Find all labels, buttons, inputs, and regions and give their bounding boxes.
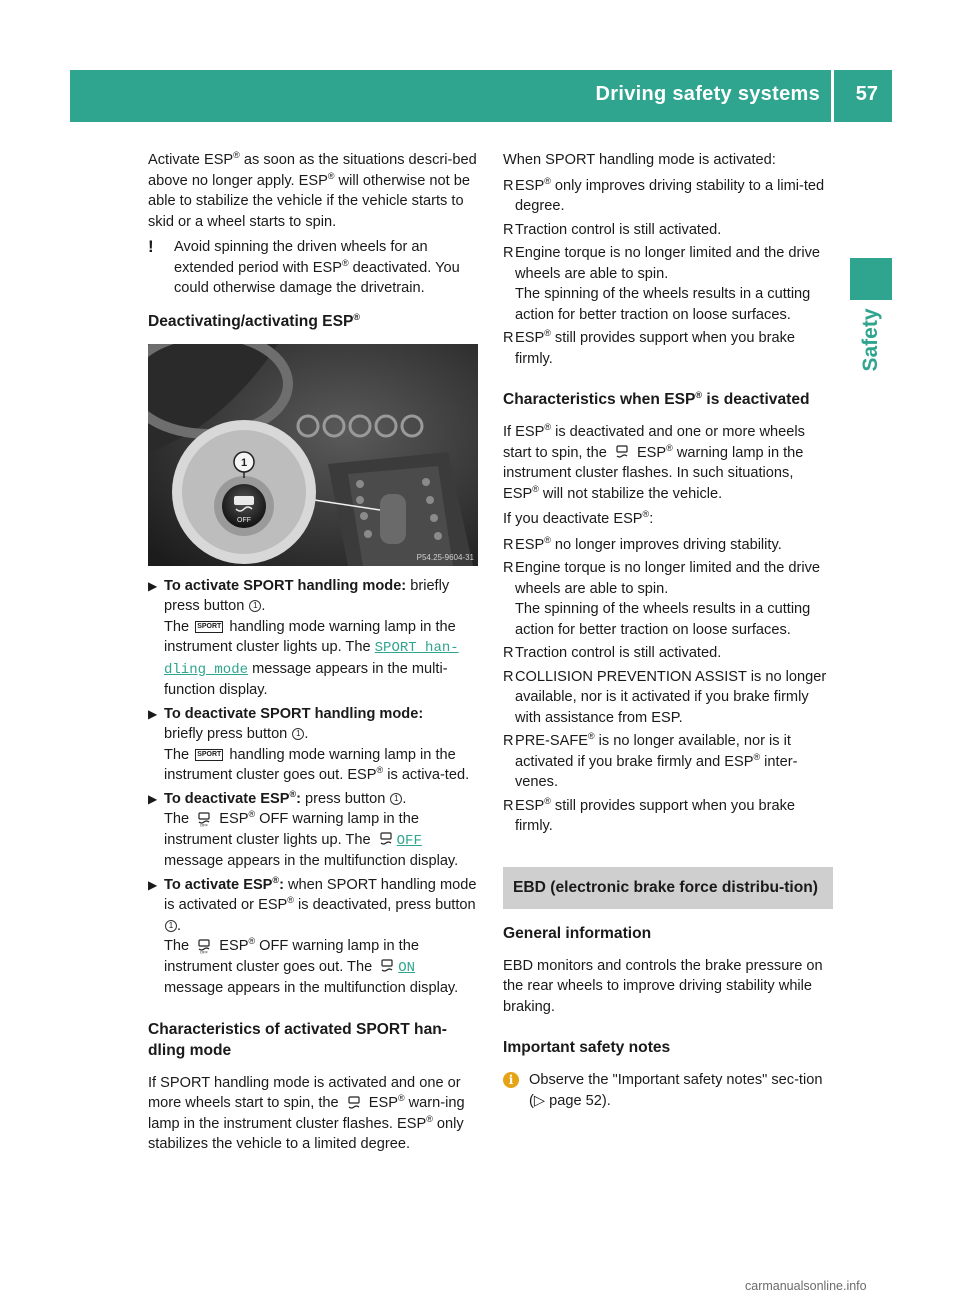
- esp-icon: [378, 832, 394, 847]
- page-number: 57: [855, 83, 878, 105]
- heading-important-safety-notes: Important safety notes: [503, 1039, 671, 1056]
- header-bar: [70, 70, 892, 122]
- heading-characteristics-deactivated: Characteristics when ESP® is deactivated: [503, 389, 810, 408]
- bullet-item: R Engine torque is no longer limited and the drive wheels are able to spin. The spinning of the wheels results in a cutting action for better traction on loose surfaces.: [503, 560, 821, 638]
- side-tab-marker: [850, 258, 892, 300]
- button-1-icon: 1: [390, 793, 402, 805]
- watermark: carmanualsonline.info: [745, 1279, 867, 1293]
- button-1-icon: 1: [292, 728, 304, 740]
- info-text[interactable]: Observe the "Important safety notes" sec-tion (▷ page 52).: [529, 1072, 823, 1109]
- bullet-item: R PRE-SAFE® is no longer available, nor is it activated if you brake firmly and ESP® inter-venes.: [503, 731, 798, 790]
- button-1-icon: 1: [165, 920, 177, 932]
- heading-characteristics-sport: Characteristics of activated SPORT han-dling mode: [148, 1020, 447, 1059]
- esp-off-icon: [196, 812, 212, 827]
- bullet-item: R ESP® still provides support when you brake firmly.: [503, 328, 796, 367]
- step-deactivate-sport: ▶ To deactivate SPORT handling mode: briefly press button 1 . The SPORT handling mode warning lamp in the instrument cluster goes out. ESP® is activa-ted.: [148, 705, 470, 783]
- when-sport-text: When SPORT handling mode is activated:: [503, 152, 776, 168]
- bullet-item: R ESP® no longer improves driving stability.: [503, 534, 782, 553]
- step-activate-esp: ▶ To activate ESP®: when SPORT handling mode is activated or ESP® is deactivated, press button 1 . The OFF ESP® OFF warning lamp in the instrument cluster goes out. The ON message appears in the multifunction display.: [148, 874, 477, 996]
- bullet-item: R Traction control is still activated.: [503, 645, 722, 661]
- header-title: Driving safety systems: [595, 83, 820, 105]
- esp-off-icon: [196, 939, 212, 954]
- sport-lamp-icon: SPORT: [195, 749, 223, 761]
- heading-deactivating-esp: Deactivating/activating ESP®: [148, 311, 361, 330]
- esp-icon: [346, 1096, 362, 1111]
- bullet-item: R ESP® still provides support when you brake firmly.: [503, 795, 796, 834]
- image-callout: 1: [240, 456, 248, 469]
- bullet-item: R Traction control is still activated.: [503, 221, 722, 238]
- warning-note: ! Avoid spinning the driven wheels for an extended period with ESP® deactivated. You could otherwise damage the drivetrain.: [148, 237, 460, 296]
- sport-lamp-icon: SPORT: [195, 621, 223, 633]
- svg-text:OFF: OFF: [237, 516, 251, 524]
- esp-icon: [379, 959, 395, 974]
- general-information-text: EBD monitors and controls the brake pressure on the rear wheels to improve driving stability while braking.: [503, 957, 823, 1015]
- header-divider: [831, 70, 834, 122]
- svg-text:OFF: OFF: [200, 822, 209, 827]
- svg-text:OFF: OFF: [200, 949, 209, 954]
- button-1-icon: 1: [249, 600, 261, 612]
- esp-button-photo: [148, 344, 478, 566]
- bullet-item: R Engine torque is no longer limited and the drive wheels are able to spin. The spinning of the wheels results in a cutting action for better traction on loose surfaces.: [503, 245, 821, 323]
- intro-paragraph: Activate ESP® as soon as the situations descri-bed above no longer apply. ESP® will otherwise not be able to stabilize the vehicle if the vehicle starts to skid or a wheel starts to spin.: [148, 150, 477, 230]
- bullet-item: R ESP® only improves driving stability to a limi-ted degree.: [503, 175, 825, 214]
- left-column: [148, 150, 482, 1160]
- bullet-item: R COLLISION PREVENTION ASSIST is no longer available, nor is it activated if you brake firmly with assistance from ESP.: [503, 668, 827, 726]
- characteristics-sport-paragraph: If SPORT handling mode is activated and one or more wheels start to spin, the ESP® warn-ing lamp in the instrument cluster flashes. ESP® only stabilizes the vehicle to a limited degree.: [148, 1074, 465, 1152]
- right-column: [503, 150, 833, 1111]
- ebd-section-box: EBD (electronic brake force distribu-tion): [503, 867, 833, 909]
- step-activate-sport: ▶ To activate SPORT handling mode: briefly press button 1 . The SPORT handling mode warning lamp in the instrument cluster lights up. The SPORT han‐ dling mode message appears in the multi-function display.: [148, 577, 459, 698]
- if-deactivate-text: If you deactivate ESP®:: [503, 509, 654, 527]
- step-deactivate-esp: ▶ To deactivate ESP®: press button 1 . The OFF ESP® OFF warning lamp in the instrument cluster lights up. The OFF message appears in the multifunction display.: [148, 788, 459, 869]
- side-section-label: Safety: [858, 308, 882, 372]
- heading-general-information: General information: [503, 924, 652, 942]
- deactivated-paragraph: If ESP® is deactivated and one or more wheels start to spin, the ESP® warning lamp in the instrument cluster flashes. In such situations, ESP® will not stabilize the vehicle.: [503, 422, 805, 502]
- info-icon: i: [503, 1072, 519, 1088]
- warning-icon: !: [148, 237, 154, 256]
- esp-icon: [614, 445, 630, 460]
- image-code: P54.25-9604-31: [416, 552, 474, 562]
- info-note: [503, 1070, 833, 1111]
